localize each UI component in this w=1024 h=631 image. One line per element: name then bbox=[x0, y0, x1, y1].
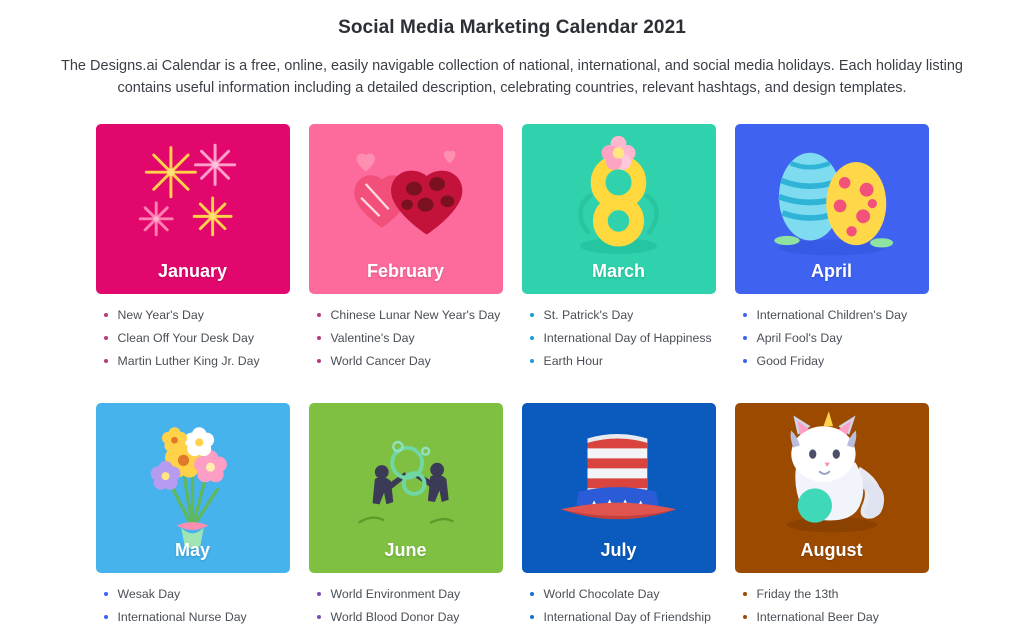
holiday-item[interactable] bbox=[100, 352, 290, 371]
holiday-label: Chinese Lunar New Year's Day bbox=[330, 307, 501, 322]
bullet-icon bbox=[743, 313, 747, 317]
holiday-list bbox=[309, 306, 503, 371]
holiday-item[interactable] bbox=[313, 585, 503, 604]
month-card-january[interactable] bbox=[96, 124, 290, 294]
bullet-icon bbox=[104, 592, 108, 596]
month-cell bbox=[522, 124, 716, 375]
month-label: April bbox=[810, 260, 852, 281]
month-card-april[interactable] bbox=[735, 124, 929, 294]
bullet-icon bbox=[104, 359, 108, 363]
row-spacer bbox=[96, 375, 290, 403]
holiday-list bbox=[96, 306, 290, 371]
page-title: Social Media Marketing Calendar 2021 bbox=[338, 17, 686, 38]
month-cell bbox=[96, 124, 290, 375]
holiday-item[interactable] bbox=[100, 329, 290, 348]
holiday-label: Valentine's Day bbox=[330, 330, 415, 345]
month-cell bbox=[522, 403, 716, 631]
holiday-item[interactable] bbox=[100, 306, 290, 325]
flower-bouquet-icon bbox=[125, 402, 260, 548]
holiday-label: World Environment Day bbox=[330, 587, 461, 602]
bullet-icon bbox=[743, 359, 747, 363]
holiday-list bbox=[309, 585, 503, 627]
bullet-icon bbox=[317, 615, 321, 619]
holiday-item[interactable] bbox=[739, 329, 929, 348]
bullet-icon bbox=[317, 592, 321, 596]
number-eight-flower-icon bbox=[556, 128, 681, 264]
holiday-item[interactable] bbox=[313, 608, 503, 627]
holiday-label: International Day of Friendship bbox=[543, 610, 711, 625]
month-label: January bbox=[157, 260, 228, 281]
row-spacer bbox=[522, 375, 716, 403]
month-cell bbox=[735, 403, 929, 631]
month-card-may[interactable] bbox=[96, 403, 290, 573]
bullet-icon bbox=[530, 359, 534, 363]
holiday-label: New Year's Day bbox=[117, 307, 204, 322]
chocolate-hearts-icon bbox=[331, 138, 481, 253]
month-cell bbox=[96, 403, 290, 631]
holiday-label: Martin Luther King Jr. Day bbox=[117, 354, 260, 369]
holiday-item[interactable] bbox=[100, 608, 290, 627]
holiday-item[interactable] bbox=[526, 352, 716, 371]
holiday-item[interactable] bbox=[313, 306, 503, 325]
holiday-label: Good Friday bbox=[756, 354, 825, 369]
holiday-item[interactable] bbox=[739, 585, 929, 604]
month-label: July bbox=[600, 540, 637, 561]
row-spacer bbox=[309, 375, 503, 403]
month-cell bbox=[309, 124, 503, 375]
bullet-icon bbox=[104, 336, 108, 340]
month-card-february[interactable] bbox=[309, 124, 503, 294]
fireworks-icon bbox=[118, 128, 268, 263]
unicorn-cat-icon bbox=[757, 411, 907, 540]
month-label: March bbox=[591, 260, 645, 281]
bullet-icon bbox=[317, 313, 321, 317]
holiday-label: World Cancer Day bbox=[330, 354, 431, 369]
uncle-sam-hat-icon bbox=[541, 414, 696, 536]
holiday-label: April Fool's Day bbox=[756, 330, 843, 345]
holiday-item[interactable] bbox=[100, 585, 290, 604]
month-cell bbox=[309, 403, 503, 631]
holiday-item[interactable] bbox=[526, 306, 716, 325]
bullet-icon bbox=[530, 336, 534, 340]
month-card-march[interactable] bbox=[522, 124, 716, 294]
holiday-list bbox=[96, 585, 290, 627]
bullet-icon bbox=[743, 336, 747, 340]
month-cell bbox=[735, 124, 929, 375]
holiday-item[interactable] bbox=[526, 585, 716, 604]
holiday-label: International Children's Day bbox=[756, 307, 908, 322]
holiday-label: Earth Hour bbox=[543, 354, 603, 369]
bullet-icon bbox=[530, 615, 534, 619]
holiday-item[interactable] bbox=[526, 329, 716, 348]
bullet-icon bbox=[743, 592, 747, 596]
bullet-icon bbox=[530, 592, 534, 596]
month-label: June bbox=[384, 540, 427, 561]
holiday-list bbox=[735, 306, 929, 371]
bullet-icon bbox=[104, 313, 108, 317]
holiday-label: International Nurse Day bbox=[117, 610, 247, 625]
bullet-icon bbox=[104, 615, 108, 619]
calendar-grid bbox=[87, 124, 937, 631]
month-label: May bbox=[174, 540, 210, 561]
bullet-icon bbox=[530, 313, 534, 317]
month-label: August bbox=[800, 540, 863, 561]
bullet-icon bbox=[317, 336, 321, 340]
holiday-item[interactable] bbox=[526, 608, 716, 627]
holiday-label: International Beer Day bbox=[756, 610, 879, 625]
holiday-label: St. Patrick's Day bbox=[543, 307, 634, 322]
month-card-august[interactable] bbox=[735, 403, 929, 573]
row-spacer bbox=[735, 375, 929, 403]
holiday-list bbox=[735, 585, 929, 627]
bullet-icon bbox=[743, 615, 747, 619]
holiday-label: Wesak Day bbox=[117, 587, 181, 602]
holiday-item[interactable] bbox=[313, 329, 503, 348]
holiday-label: World Blood Donor Day bbox=[330, 610, 460, 625]
month-label: February bbox=[366, 260, 445, 281]
calendar-page bbox=[0, 17, 1024, 625]
page-intro: The Designs.ai Calendar is a free, online, easily navigable collection of national, international, and social media holidays. Each holiday listing contains useful information including a detailed description, celebrating countries, relevant hashtags, and design templates. bbox=[61, 58, 963, 97]
bullet-icon bbox=[317, 359, 321, 363]
holiday-item[interactable] bbox=[739, 352, 929, 371]
holiday-item[interactable] bbox=[313, 352, 503, 371]
holiday-list bbox=[522, 585, 716, 627]
bubble-blower-icon bbox=[331, 412, 481, 539]
month-card-july[interactable] bbox=[522, 403, 716, 573]
holiday-label: Clean Off Your Desk Day bbox=[117, 330, 254, 345]
holiday-item[interactable] bbox=[739, 608, 929, 627]
holiday-label: International Day of Happiness bbox=[543, 330, 712, 345]
month-card-june[interactable] bbox=[309, 403, 503, 573]
holiday-label: Friday the 13th bbox=[756, 587, 839, 602]
holiday-label: World Chocolate Day bbox=[543, 587, 660, 602]
easter-eggs-icon bbox=[757, 132, 907, 259]
holiday-item[interactable] bbox=[739, 306, 929, 325]
holiday-list bbox=[522, 306, 716, 371]
